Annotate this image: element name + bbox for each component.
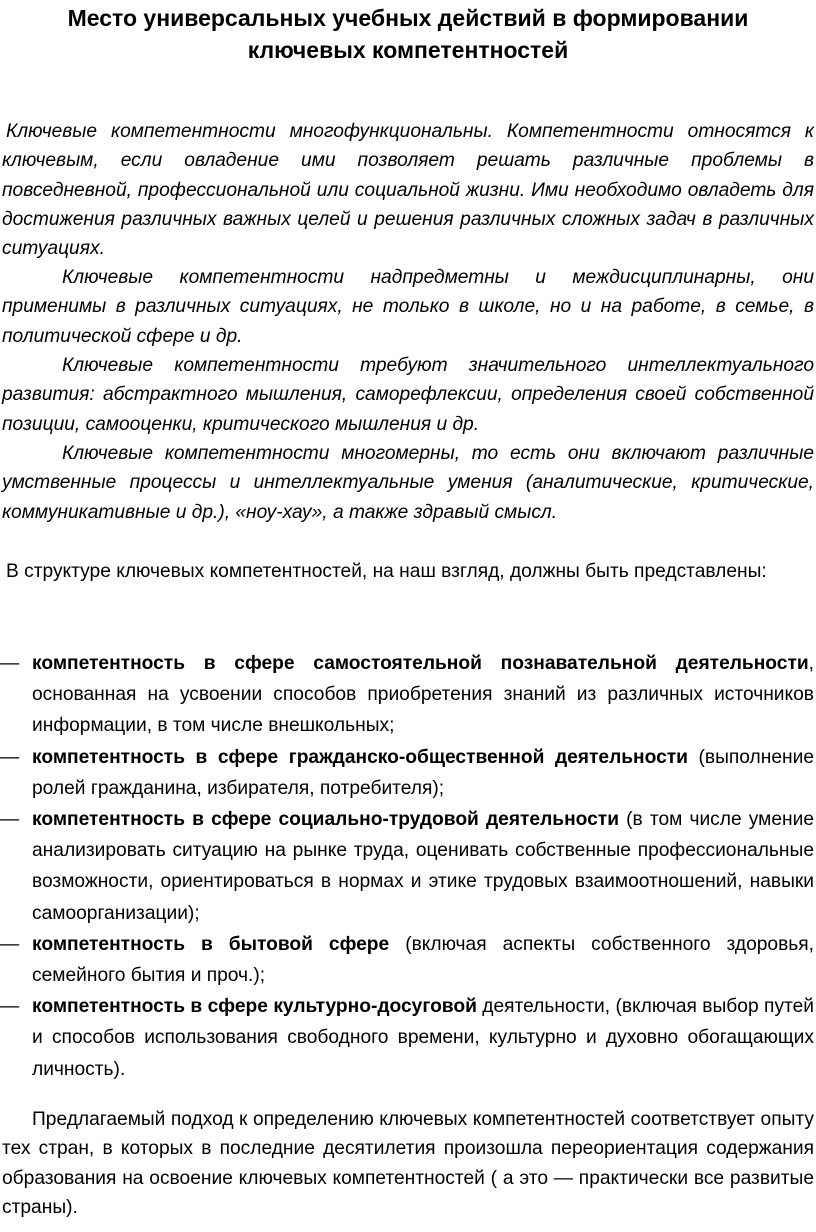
competence-list <box>0 648 814 1085</box>
list-item-text: (включая аспекты собственного здоровья, семейного бытия и проч.); <box>32 933 814 987</box>
conclusion-paragraph: Предлагаемый подход к определению ключевых компетентностей соответствует опыту тех стран, в которых в последние десятилетия произошла переориентация содержания образования на освоение ключевых компетентностей ( а это — практически все развитые страны). <box>2 1109 814 1218</box>
paragraph-2: Ключевые компетентности надпредметны и междисциплинарны, они применимы в различных ситуациях, не только в школе, но и на работе, в семье, в политической сфере и др. <box>2 267 814 347</box>
list-item-bold: компетентность в сфере социально-трудовой деятельности <box>32 809 619 831</box>
list-item-text: (выполнение ролей гражданина, избирателя, потребителя); <box>32 746 814 799</box>
list-item-text: (в том числе умение анализировать ситуацию на рынке труда, оценивать собственные профессиональные возможности, ориентироваться в нормах и этике трудовых взаимоотношений, навыки самоорганизации); <box>32 809 814 924</box>
list-item-bold: компетентность в сфере самостоятельной познавательной деятельности <box>32 653 809 674</box>
dash-marker: — <box>0 933 20 955</box>
list-item-text: деятельности, (включая выбор путей и способов использования свободного времени, культурно и духовно обогащающих личность). <box>32 996 814 1080</box>
paragraph-3: Ключевые компетентности требуют значительного интеллектуального развития: абстрактного мышления, саморефлексии, определения своей собственной позиции, самооценки, критического мышления и др. <box>2 355 814 435</box>
dash-marker: — <box>0 996 20 1018</box>
list-item-bold: компетентность в сфере культурно-досуговой <box>32 996 477 1018</box>
paragraph-1: Ключевые компетентности многофункциональны. Компетентности относятся к ключевым, если овладение ими позволяет решать различные проблемы в повседневной, профессиональной или социальной жизни. Ими необходимо овладеть для достижения различных важных целей и решения различных сложных задач в различных ситуациях. <box>2 121 814 260</box>
list-item <box>0 648 814 742</box>
dash-marker: — <box>0 809 20 831</box>
paragraph-4: Ключевые компетентности многомерны, то есть они включают различные умственные процессы и интеллектуальные умения (аналитические, критические, коммуникативные и др.), «ноу-хау», а также здравый смысл. <box>2 443 814 523</box>
structure-intro: В структуре ключевых компетентностей, на наш взгляд, должны быть представлены: <box>6 561 767 582</box>
list-item-text: , основанная на усвоении способов приобретения знаний из различных источников информации, в том числе внешкольных; <box>32 653 814 737</box>
list-item <box>0 742 814 804</box>
dash-marker: — <box>0 653 20 674</box>
list-item <box>0 929 814 991</box>
list-item-bold: компетентность в бытовой сфере <box>32 933 390 955</box>
list-item <box>0 804 814 929</box>
dash-marker: — <box>0 746 20 768</box>
title-line-2: ключевых компетентностей <box>247 37 569 63</box>
document-title <box>40 2 776 66</box>
list-item <box>0 991 814 1085</box>
list-item-bold: компетентность в сфере гражданско-общественной деятельности <box>32 746 688 768</box>
title-line-1: Место универсальных учебных действий в формировании <box>67 5 749 31</box>
